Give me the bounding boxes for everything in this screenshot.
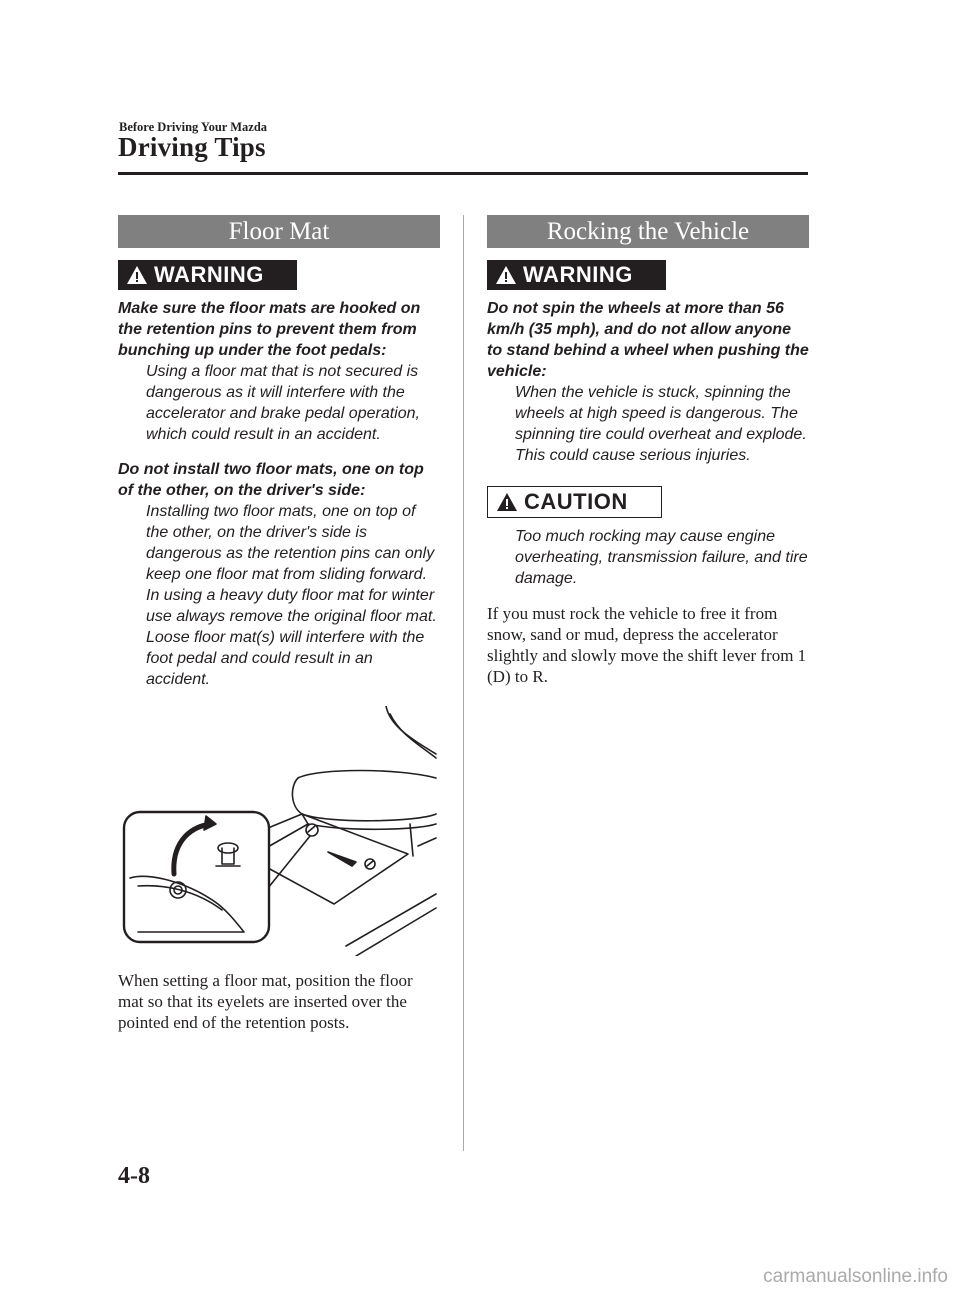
floor-mat-caption: When setting a floor mat, position the floor mat so that its eyelets are inserted over the pointed end of the retention posts. [118, 971, 413, 1032]
caution-body-rocking: Too much rocking may cause engine overheating, transmission failure, and tire damage. [515, 528, 808, 587]
warning-badge [118, 260, 297, 290]
warning-body-stuck-vehicle: When the vehicle is stuck, spinning the wheels at high speed is dangerous. The spinning tire could overheat and explode. This could cause serious injuries. [515, 384, 807, 464]
warning-icon [126, 265, 148, 285]
warning-icon [495, 265, 517, 285]
warning-body-loose-mat: Loose floor mat(s) will interfere with the foot pedal and could result in an accident. [146, 629, 425, 688]
column-divider [463, 215, 464, 1151]
warning-lead-hook-mats: Make sure the floor mats are hooked on the retention pins to prevent them from bunching up under the foot pedals: [118, 300, 421, 359]
floor-mat-title: Floor Mat [118, 215, 440, 248]
warning-body-heavy-duty: In using a heavy duty floor mat for winter use always remove the original floor mat. [146, 587, 437, 625]
page-number: 4-8 [118, 1163, 150, 1189]
caution-label: CAUTION [524, 489, 628, 514]
section-header: Before Driving Your Mazda [119, 120, 268, 134]
chapter-title: Driving Tips [118, 132, 266, 162]
watermark: carmanualsonline.info [763, 1266, 948, 1287]
floor-mat-column [118, 215, 440, 1033]
header-rule [118, 172, 808, 175]
warning-label: WARNING [154, 262, 264, 287]
warning-body-unsecured-mat: Using a floor mat that is not secured is dangerous as it will interfere with the accelerator and brake pedal operation, which could result in an accident. [146, 363, 420, 443]
warning-body-two-mats: Installing two floor mats, one on top of the other, on the driver's side is dangerous as the retention pins can only keep one floor mat from sliding forward. [146, 503, 435, 583]
caution-icon [496, 492, 518, 512]
caution-badge [487, 486, 662, 518]
warning-lead-wheel-spin: Do not spin the wheels at more than 56 km/h (35 mph), and do not allow anyone to stand behind a wheel when pushing the vehicle: [487, 300, 809, 380]
rocking-instructions: If you must rock the vehicle to free it from snow, sand or mud, depress the accelerator slightly and slowly move the shift lever from 1 (D) to R. [487, 604, 807, 686]
rocking-vehicle-column [487, 215, 809, 687]
warning-label: WARNING [523, 262, 633, 287]
warning-badge [487, 260, 666, 290]
rocking-vehicle-title: Rocking the Vehicle [487, 215, 809, 248]
floor-mat-illustration [118, 706, 440, 956]
warning-lead-two-mats: Do not install two floor mats, one on top of the other, on the driver's side: [118, 461, 424, 499]
